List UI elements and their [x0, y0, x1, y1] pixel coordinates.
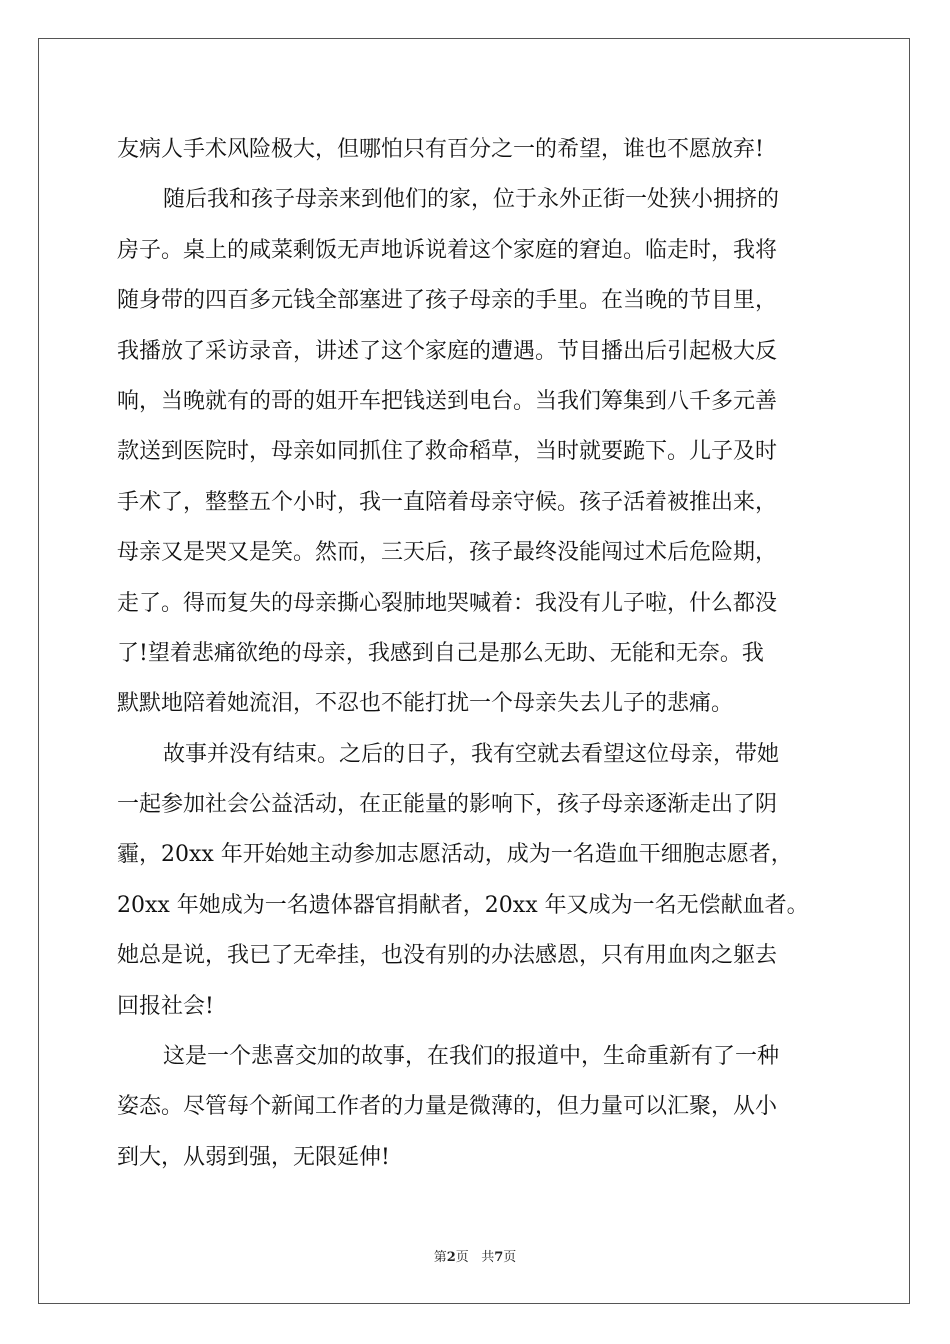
text-line-14: 一起参加社会公益活动，在正能量的影响下，孩子母亲逐渐走出了阴 — [117, 792, 778, 818]
total-pages: 7 — [494, 1250, 504, 1265]
total-suffix: 页 — [503, 1250, 517, 1265]
text-line-13: 故事并没有结束。之后的日子，我有空就去看望这位母亲，带她 — [163, 741, 780, 767]
text-line-20: 姿态。尽管每个新闻工作者的力量是微薄的，但力量可以汇聚，从小 — [117, 1094, 778, 1120]
page-prefix: 第 — [433, 1250, 447, 1265]
page-footer — [0, 1246, 950, 1265]
text-line-9: 母亲又是哭又是笑。然而，三天后，孩子最终没能闯过术后危险期， — [117, 540, 778, 566]
text-line-19: 这是一个悲喜交加的故事，在我们的报道中，生命重新有了一种 — [163, 1044, 780, 1070]
text-line-18: 回报社会! — [117, 993, 214, 1019]
document-body — [117, 125, 837, 1183]
text-line-10: 走了。得而复失的母亲撕心裂肺地哭喊着：我没有儿子啦，什么都没 — [117, 590, 778, 616]
text-line-16: 20xx 年她成为一名遗体器官捐献者，20xx 年又成为一名无偿献血者。 — [117, 892, 809, 918]
text-line-17: 她总是说，我已了无牵挂，也没有别的办法感恩，只有用血肉之躯去 — [117, 943, 778, 969]
text-line-2: 随后我和孩子母亲来到他们的家，位于永外正街一处狭小拥挤的 — [163, 187, 780, 213]
text-line-6: 响，当晚就有的哥的姐开车把钱送到电台。当我们筹集到八千多元善 — [117, 388, 778, 414]
text-line-4: 随身带的四百多元钱全部塞进了孩子母亲的手里。在当晚的节目里， — [117, 288, 778, 314]
text-line-15: 霾，20xx 年开始她主动参加志愿活动，成为一名造血干细胞志愿者， — [117, 842, 793, 868]
text-line-8: 手术了，整整五个小时，我一直陪着母亲守候。孩子活着被推出来， — [117, 489, 778, 515]
page-number: 2 — [446, 1250, 456, 1265]
text-line-21: 到大，从弱到强，无限延伸! — [117, 1144, 390, 1170]
text-line-12: 默默地陪着她流泪，不忍也不能打扰一个母亲失去儿子的悲痛。 — [117, 691, 734, 717]
total-prefix: 共 — [481, 1250, 495, 1265]
text-line-7: 款送到医院时，母亲如同抓住了救命稻草，当时就要跪下。儿子及时 — [117, 439, 778, 465]
text-line-11: 了!望着悲痛欲绝的母亲，我感到自己是那么无助、无能和无奈。我 — [117, 640, 764, 666]
page-suffix: 页 — [455, 1250, 469, 1265]
text-line-1: 友病人手术风险极大，但哪怕只有百分之一的希望，谁也不愿放弃! — [117, 137, 764, 162]
text-line-5: 我播放了采访录音，讲述了这个家庭的遭遇。节目播出后引起极大反 — [117, 338, 778, 364]
text-line-3: 房子。桌上的咸菜剩饭无声地诉说着这个家庭的窘迫。临走时，我将 — [117, 237, 778, 263]
